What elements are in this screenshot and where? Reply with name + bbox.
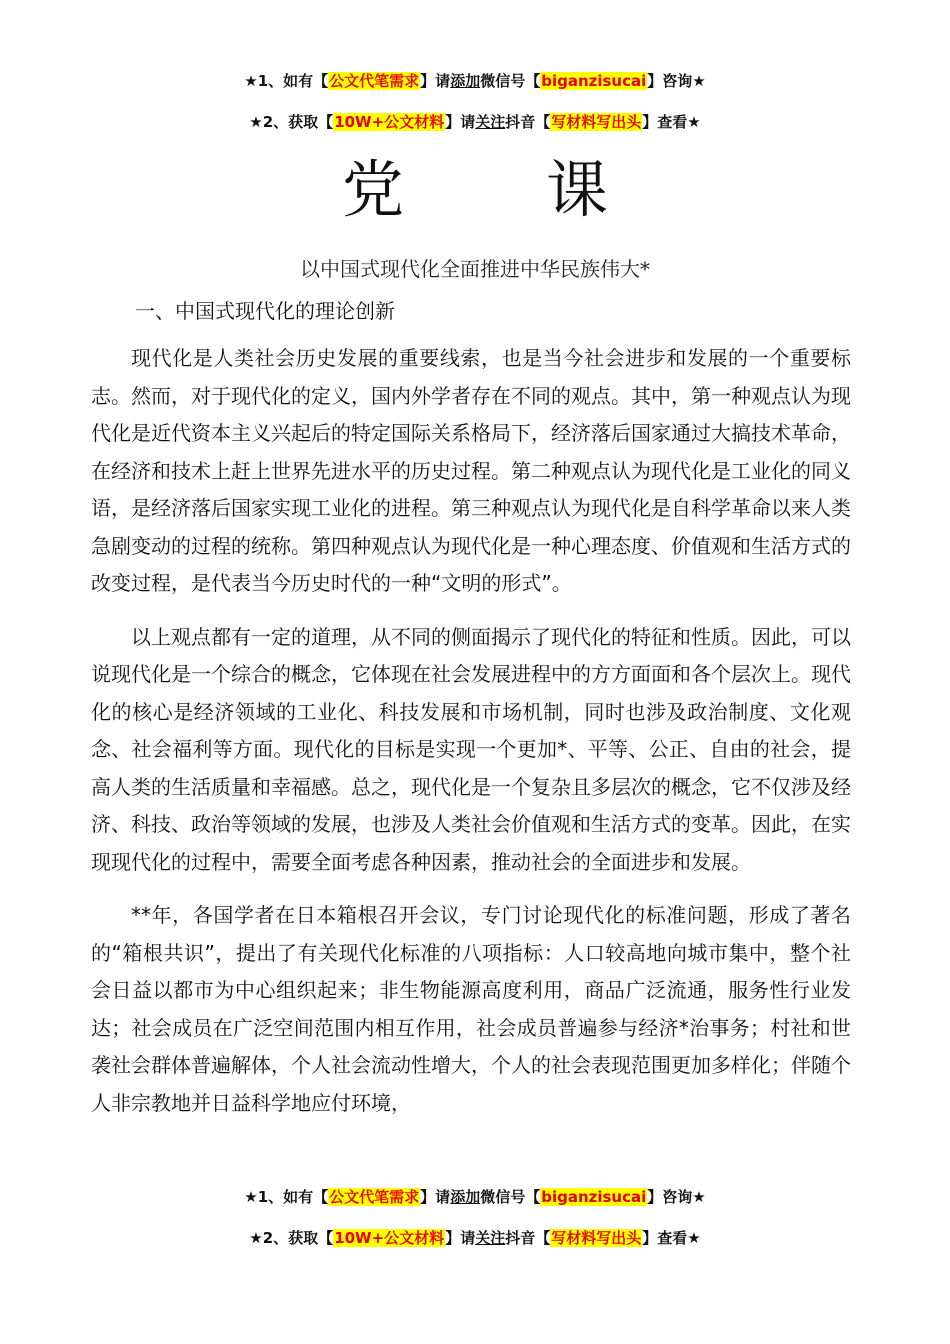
document-title [0, 150, 950, 230]
title-char-2: 课 [546, 153, 609, 226]
promo-highlight-materials: 10W+公文材料 [334, 113, 445, 131]
promo-text: 抖音【 [505, 113, 551, 131]
promo-text: 】请 [445, 1229, 476, 1247]
promo-underlined-word: 添加 [450, 1188, 481, 1206]
title-char-1: 党 [341, 153, 404, 226]
promo-underlined-word: 关注 [475, 1229, 506, 1247]
section-heading: 一、中国式现代化的理论创新 [135, 299, 395, 323]
promo-underlined-word: 关注 [475, 113, 506, 131]
header-promo-line-1 [0, 70, 950, 92]
document-subtitle: 以中国式现代化全面推进中华民族伟大* [300, 257, 650, 281]
body-paragraph: **年，各国学者在日本箱根召开会议，专门讨论现代化的标准问题，形成了著名的“箱根共识”，提出了有关现代化标准的八项指标：人口较高地向城市集中，整个社会日益以都市为中心组织起来；非生物能源高度利用，商品广泛流通，服务性行业发达；社会成员在广泛空间范围内相互作用，社会成员普遍参与经济*治事务；村社和世袭社会群体普遍解体，个人社会流动性增大，个人的社会表现范围更加多样化；伴随个人非宗教地并日益科学地应付环境， [91, 903, 851, 1115]
promo-text: 抖音【 [505, 1229, 551, 1247]
promo-underlined-word: 添加 [450, 72, 481, 90]
promo-text: 】请 [445, 113, 476, 131]
footer-promo-line-2 [0, 1227, 950, 1249]
promo-highlight-materials: 10W+公文材料 [334, 1229, 445, 1247]
promo-text: ★2、获取【 [249, 1229, 334, 1247]
promo-text: 】请 [420, 72, 451, 90]
promo-text: 】查看★ [642, 113, 701, 131]
promo-text: ★2、获取【 [249, 113, 334, 131]
promo-text: ★1、如有【 [244, 72, 329, 90]
header-promo-line-2 [0, 111, 950, 133]
body-paragraph: 现代化是人类社会历史发展的重要线索，也是当今社会进步和发展的一个重要标志。然而，对于现代化的定义，国内外学者存在不同的观点。其中，第一种观点认为现代化是近代资本主义兴起后的特定国际关系格局下，经济落后国家通过大搞技术革命，在经济和技术上赶上世界先进水平的历史过程。第二种观点认为现代化是工业化的同义语，是经济落后国家实现工业化的进程。第三种观点认为现代化是自科学革命以来人类急剧变动的过程的统称。第四种观点认为现代化是一种心理态度、价值观和生活方式的改变过程，是代表当今历史时代的一种“文明的形式”。 [91, 346, 851, 595]
promo-highlight-service: 公文代笔需求 [329, 72, 420, 90]
promo-text: 微信号【 [480, 72, 541, 90]
promo-highlight-douyin-account: 写材料写出头 [551, 1229, 642, 1247]
promo-highlight-wechat-id: biganzisucai [541, 72, 647, 90]
document-body [91, 340, 851, 1122]
body-paragraph: 以上观点都有一定的道理，从不同的侧面揭示了现代化的特征和性质。因此，可以说现代化是一个综合的概念，它体现在社会发展进程中的方方面面和各个层次上。现代化的核心是经济领域的工业化、科技发展和市场机制，同时也涉及政治制度、文化观念、社会福利等方面。现代化的目标是实现一个更加*、平等、公正、自由的社会，提高人类的生活质量和幸福感。总之，现代化是一个复杂且多层次的概念，它不仅涉及经济、科技、政治等领域的发展，也涉及人类社会价值观和生活方式的变革。因此，在实现现代化的过程中，需要全面考虑各种因素，推动社会的全面进步和发展。 [91, 624, 851, 874]
promo-text: 】咨询★ [647, 72, 706, 90]
promo-highlight-service: 公文代笔需求 [329, 1188, 420, 1206]
promo-text: 】请 [420, 1188, 451, 1206]
promo-text: 微信号【 [480, 1188, 541, 1206]
promo-text: 】咨询★ [647, 1188, 706, 1206]
promo-text: ★1、如有【 [244, 1188, 329, 1206]
promo-text: 】查看★ [642, 1229, 701, 1247]
promo-highlight-douyin-account: 写材料写出头 [551, 113, 642, 131]
footer-promo-line-1 [0, 1186, 950, 1208]
promo-highlight-wechat-id: biganzisucai [541, 1188, 647, 1206]
